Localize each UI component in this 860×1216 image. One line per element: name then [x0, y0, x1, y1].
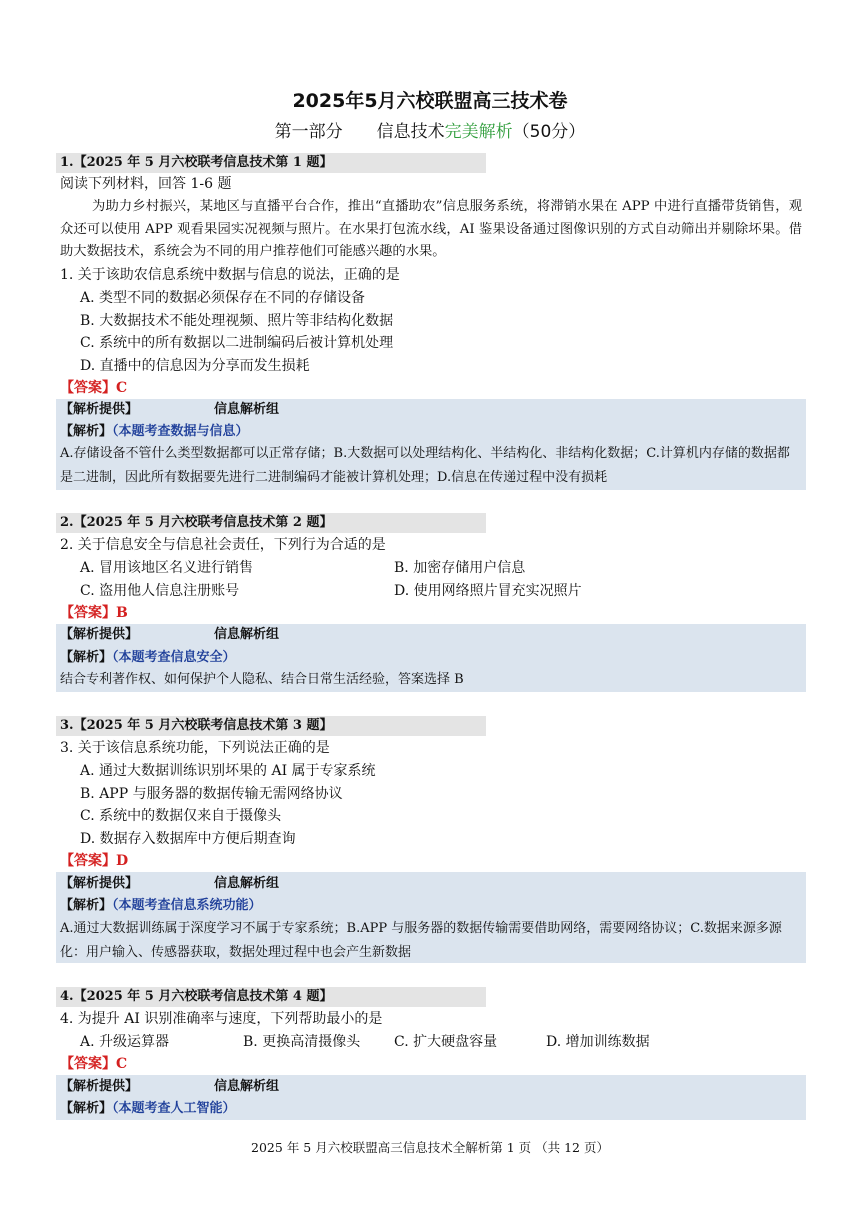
question-2-option-a: A. 冒用该地区名义进行销售: [80, 560, 254, 576]
question-3-header: 3.【2025 年 5 月六校联考信息技术第 3 题】: [56, 716, 486, 736]
question-4-option-a: A. 升级运算器: [80, 1034, 170, 1050]
question-1-option-c: C. 系统中的所有数据以二进制编码后被计算机处理: [80, 335, 394, 351]
question-1-analysis-heading: [60, 422, 249, 442]
question-3-option-c: C. 系统中的数据仅来自于摄像头: [80, 808, 282, 824]
question-2-analysis: 结合专利著作权、如何保护个人隐私、结合日常生活经验，答案选择 B: [60, 672, 464, 687]
question-1-answer: 【答案】C: [60, 380, 128, 396]
question-4-stem: 4. 为提升 AI 识别准确率与速度，下列帮助最小的是: [60, 1011, 383, 1027]
question-3-analysis-label: 【解析】: [60, 898, 113, 913]
question-1-header: 1.【2025 年 5 月六校联考信息技术第 1 题】: [56, 153, 486, 173]
question-1-material: 为助力乡村振兴，某地区与直播平台合作，推出“直播助农”信息服务系统，将滞销水果在 APP 中进行直播带货销售，观众还可以使用 APP 观看果园实况视频与照片。在水果打包流水线，AI 鉴果设备通过图像识别的方式自动筛出并剔除坏果。借助大数据技术，系统会为不同的用户推荐他们可能感兴趣的水果。: [60, 199, 802, 259]
question-4-header: 4.【2025 年 5 月六校联考信息技术第 4 题】: [56, 987, 486, 1007]
subtitle-accent: 完美解析: [444, 122, 513, 142]
question-4-option-b: B. 更换高清摄像头: [243, 1034, 361, 1050]
question-2-option-c: C. 盗用他人信息注册账号: [80, 583, 240, 599]
question-2-option-d: D. 使用网络照片冒充实况照片: [394, 583, 582, 599]
question-1-option-d: D. 直播中的信息因为分享而发生损耗: [80, 358, 310, 374]
question-1-analysis-box: [56, 399, 806, 490]
question-3-analysis-heading: [60, 896, 262, 916]
question-1-option-b: B. 大数据技术不能处理视频、照片等非结构化数据: [80, 313, 394, 329]
question-3-answer: 【答案】D: [60, 853, 129, 869]
section-subtitle: [0, 117, 860, 142]
question-4-provider-label: 【解析提供】: [60, 1079, 139, 1094]
question-1-intro: 阅读下列材料，回答 1-6 题: [60, 176, 232, 192]
question-2-analysis-topic: （本题考查信息安全）: [112, 650, 236, 665]
question-3-provider: 信息解析组: [214, 876, 280, 891]
question-4-provider: 信息解析组: [214, 1079, 280, 1094]
question-2-header: 2.【2025 年 5 月六校联考信息技术第 2 题】: [56, 513, 486, 533]
question-3-analysis-topic: （本题考查信息系统功能）: [112, 898, 262, 913]
question-3-option-d: D. 数据存入数据库中方便后期查询: [80, 831, 296, 847]
question-3-analysis: A.通过大数据训练属于深度学习不属于专家系统；B.APP 与服务器的数据传输需要借助网络，需要网络协议；C.数据来源多源化：用户输入、传感器获取，数据处理过程中也会产生新数据: [60, 921, 782, 960]
question-1-analysis-label: 【解析】: [60, 424, 113, 439]
question-4-analysis-box: [56, 1075, 806, 1120]
question-2-analysis-heading: [60, 648, 236, 668]
question-4-analysis-label: 【解析】: [60, 1101, 113, 1116]
question-2-provider: 信息解析组: [214, 627, 280, 642]
question-4-option-d: D. 增加训练数据: [546, 1034, 650, 1050]
question-4-answer: 【答案】C: [60, 1056, 128, 1072]
page-footer: 2025 年 5 月六校联盟高三信息技术全解析第 1 页 （共 12 页）: [251, 1140, 609, 1155]
question-1-stem: 1. 关于该助农信息系统中数据与信息的说法，正确的是: [60, 267, 400, 283]
question-1-provider: 信息解析组: [214, 402, 280, 417]
question-3-option-b: B. APP 与服务器的数据传输无需网络协议: [80, 786, 343, 802]
question-3-stem: 3. 关于该信息系统功能，下列说法正确的是: [60, 740, 330, 756]
page-title: 2025年5月六校联盟高三技术卷: [292, 90, 568, 112]
question-3-provider-label: 【解析提供】: [60, 876, 139, 891]
subtitle-score: （50分）: [512, 122, 586, 142]
question-4-analysis-heading: [60, 1099, 236, 1119]
question-2-provider-label: 【解析提供】: [60, 627, 139, 642]
question-2-stem: 2. 关于信息安全与信息社会责任，下列行为合适的是: [60, 537, 386, 553]
question-1-provider-label: 【解析提供】: [60, 402, 139, 417]
question-1-option-a: A. 类型不同的数据必须保存在不同的存储设备: [80, 290, 366, 306]
question-4-analysis-topic: （本题考查人工智能）: [112, 1101, 236, 1116]
question-1-analysis-topic: （本题考查数据与信息）: [112, 424, 249, 439]
question-3-analysis-box: [56, 872, 806, 963]
question-4-option-c: C. 扩大硬盘容量: [394, 1034, 498, 1050]
question-2-option-b: B. 加密存储用户信息: [394, 560, 526, 576]
question-2-analysis-box: [56, 624, 806, 692]
question-3-option-a: A. 通过大数据训练识别坏果的 AI 属于专家系统: [80, 763, 376, 779]
question-2-answer: 【答案】B: [60, 605, 128, 621]
question-1-analysis: A.存储设备不管什么类型数据都可以正常存储；B.大数据可以处理结构化、半结构化、非结构化数据；C.计算机内存储的数据都是二进制，因此所有数据要先进行二进制编码才能被计算机处理；D.信息在传递过程中没有损耗: [60, 446, 790, 485]
subtitle-part: 第一部分 信息技术: [274, 122, 445, 142]
question-2-analysis-label: 【解析】: [60, 650, 113, 665]
